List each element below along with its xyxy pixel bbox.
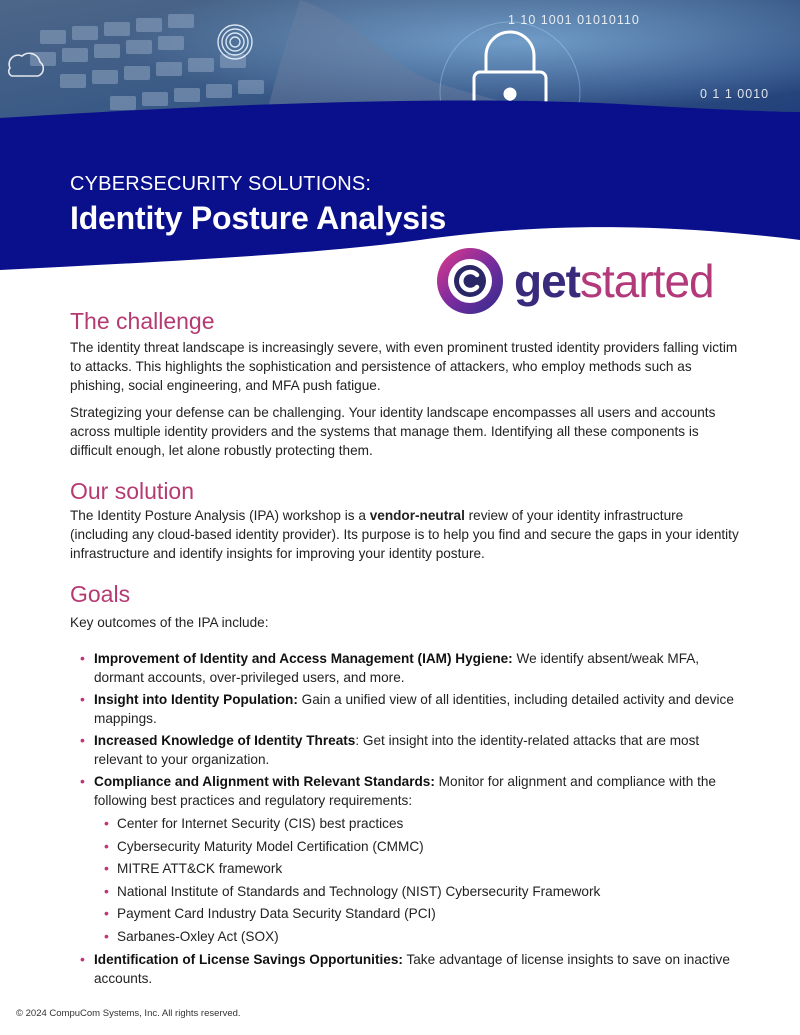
- standard-item: • Sarbanes-Oxley Act (SOX): [104, 927, 742, 946]
- goal-text: Take advantage of license insights to save on inactive accounts.: [94, 951, 730, 986]
- solution-heading: Our solution: [70, 478, 195, 504]
- goal-text: We identify absent/weak MFA, dormant accounts, over-privileged users, and more.: [94, 651, 700, 685]
- solution-paragraph: [70, 506, 740, 563]
- footer-copyright: © 2024 CompuCom Systems, Inc. All rights reserved.: [16, 1008, 241, 1019]
- page-title: Identity Posture Analysis: [70, 200, 447, 236]
- challenge-paragraph: Strategizing your defense can be challenging. Your identity landscape encompasses all users and accounts across multiple identity providers and the systems that manage them. Identifying all these components is difficult enough, let alone robustly protecting them.: [70, 405, 716, 458]
- goal-title: Identification of License Savings Opportunities:: [94, 951, 403, 967]
- goal-title: Increased Knowledge of Identity Threats: [94, 733, 356, 748]
- solution-text-start: The Identity Posture Analysis (IPA) workshop is a: [70, 508, 370, 523]
- goals-heading: Goals: [70, 581, 131, 607]
- main-content: [70, 306, 740, 1000]
- standard-item: • MITRE ATT&CK framework: [104, 859, 742, 878]
- solution-text-end: review of your identity infrastructure (including any cloud-based identity provider). Its purpose is to help you find and secure the gaps in your identity infrastructure and identify insights for improving your identity posture.: [70, 508, 739, 561]
- standard-item: • Cybersecurity Maturity Model Certification (CMMC): [104, 837, 742, 856]
- binary-text: 0 1 1 0010: [700, 87, 770, 101]
- goal-text: : Get insight into the identity-related attacks that are most relevant to your organization.: [94, 733, 700, 767]
- goal-text: Monitor for alignment and compliance with the following best practices and regulatory requirements:: [94, 774, 716, 808]
- goals-intro: Key outcomes of the IPA include:: [70, 615, 269, 630]
- list-item: [80, 690, 742, 728]
- goals-list: [80, 649, 742, 988]
- list-item: [80, 772, 742, 946]
- standard-item: • National Institute of Standards and Technology (NIST) Cybersecurity Framework: [104, 882, 742, 901]
- logo-started: started: [580, 255, 714, 307]
- logo-mark-icon: [436, 247, 504, 315]
- challenge-section: [70, 306, 740, 460]
- solution-section: [70, 476, 740, 563]
- goal-text: Gain a unified view of all identities, including detailed activity and device mappings.: [94, 692, 734, 726]
- list-item: [80, 731, 742, 769]
- solution-emphasis: vendor-neutral: [369, 508, 465, 523]
- list-item: [80, 950, 742, 988]
- goal-title: Compliance and Alignment with Relevant Standards:: [94, 774, 435, 789]
- standards-list: [104, 814, 742, 946]
- challenge-paragraph: The identity threat landscape is increasingly severe, with even prominent trusted identity providers falling victim to attacks. This highlights the sophistication and persistence of attackers, who employ methods such as phishing, social engineering, and MFA push fatigue.: [70, 340, 738, 393]
- standard-item: • Center for Internet Security (CIS) best practices: [104, 814, 742, 833]
- hero-kicker: CYBERSECURITY SOLUTIONS:: [70, 173, 372, 195]
- goal-title: Improvement of Identity and Access Management (IAM) Hygiene:: [94, 651, 513, 666]
- challenge-heading: The challenge: [70, 308, 215, 334]
- logo-get: get: [514, 255, 580, 307]
- binary-text: 1 10 1001 01010110: [508, 13, 640, 27]
- logo-wordmark: [514, 256, 714, 306]
- standard-item: • Payment Card Industry Data Security Standard (PCI): [104, 904, 742, 923]
- list-item: [80, 649, 742, 687]
- goals-section: [70, 579, 740, 988]
- goal-title: Insight into Identity Population:: [94, 692, 298, 707]
